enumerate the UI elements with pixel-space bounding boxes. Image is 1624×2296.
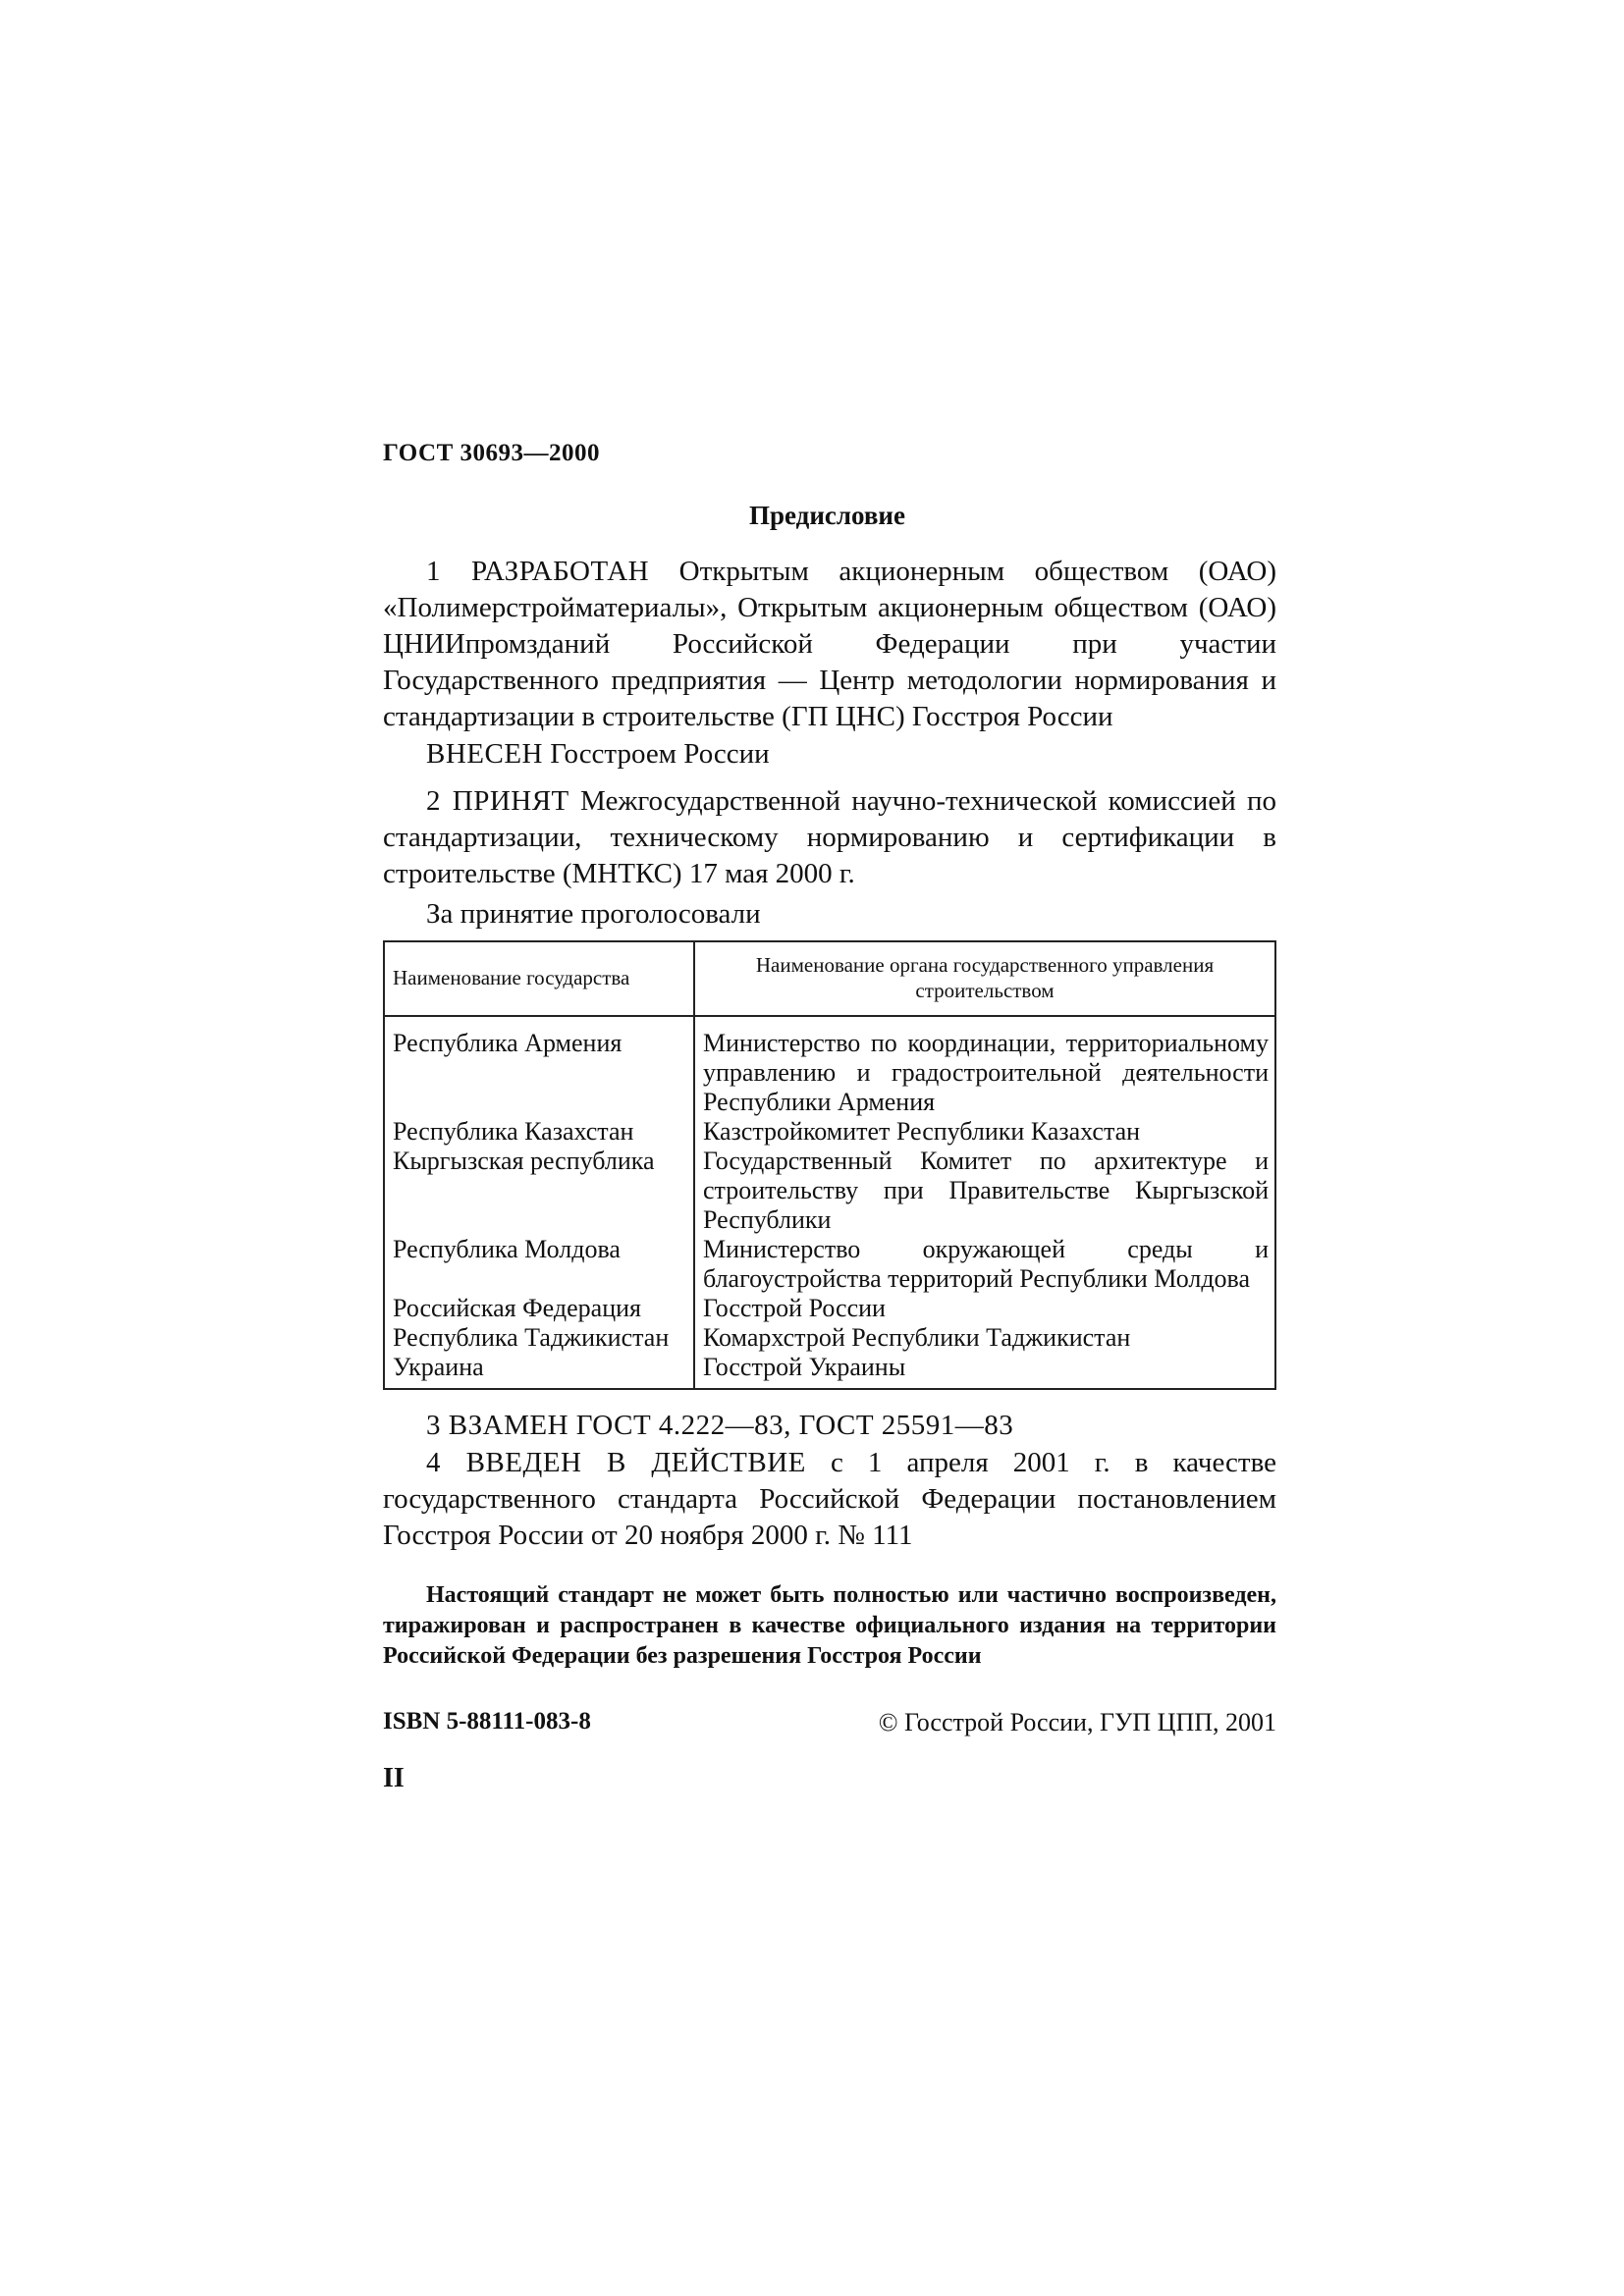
paragraph-effective [383,1445,1276,1554]
table-row [384,1323,1275,1353]
table-row [384,1147,1275,1235]
paragraph-introduced-by [383,736,1276,773]
adopted-text: Межгосударственной научно-технической комиссией по стандартизации, техническому нормированию и сертификации в строительстве (МНТКС) 17 мая 2000 г. [383,785,1277,889]
copyright: © Госстрой России, ГУП ЦПП, 2001 [878,1708,1276,1736]
body-cell: Министерство по координации, территориальному управлению и градостроительной деятельности Республики Армения [694,1016,1275,1117]
reproduction-notice: Настоящий стандарт не может быть полностью или частично воспроизведен, тиражирован и распространен в качестве официального издания на территории Российской Федерации без разрешения Госстроя России [383,1582,1276,1669]
state-cell: Российская Федерация [384,1294,694,1323]
foreword-title: Предисловие [749,501,905,530]
table-header-row [384,941,1275,1016]
introduced-by-text: Госстроем России [543,738,770,770]
table-row [384,1235,1275,1294]
state-cell: Кыргызская республика [384,1147,694,1235]
state-cell: Республика Молдова [384,1235,694,1294]
developed-text: Открытым акционерным обществом (ОАО) «Полимерстройматериалы», Открытым акционерным обществом (ОАО) ЦНИИпромзданий Российской Федерации при участии Государственного предприятия — Центр методологии нормирования и стандартизации в строительстве (ГП ЦНС) Госстроя России [383,556,1276,732]
body-cell: Министерство окружающей среды и благоустройства территорий Республики Молдова [694,1235,1275,1294]
state-cell: Республика Армения [384,1016,694,1117]
voted-for-caption: За принятие проголосовали [426,898,761,930]
adopted-label: 2 ПРИНЯТ [426,785,569,817]
state-cell: Украина [384,1353,694,1389]
paragraph-adopted [383,783,1276,892]
body-cell: Казстройкомитет Республики Казахстан [694,1117,1275,1147]
table-row [384,1353,1275,1389]
paragraph-developed [383,554,1276,735]
effective-text: с 1 апреля 2001 г. в качестве государственного стандарта Российской Федерации постановлением Госстроя России от 20 ноября 2000 г. № 111 [383,1447,1276,1551]
body-cell: Госстрой России [694,1294,1275,1323]
page-number: II [383,1763,405,1793]
isbn: ISBN 5-88111-083-8 [383,1708,591,1735]
body-cell: Комархстрой Республики Таджикистан [694,1323,1275,1353]
table-row [384,1117,1275,1147]
state-cell: Республика Таджикистан [384,1323,694,1353]
standard-code: ГОСТ 30693—2000 [383,440,601,466]
header-body: Наименование органа государственного управления строительством [694,941,1275,1016]
body-cell: Государственный Комитет по архитектуре и строительству при Правительстве Кыргызской Республики [694,1147,1275,1235]
developed-label: 1 РАЗРАБОТАН [426,556,650,587]
header-state: Наименование государства [384,941,694,1016]
table-row [384,1016,1275,1117]
voting-states-table [383,940,1276,1390]
paragraph-replaces: 3 ВЗАМЕН ГОСТ 4.222—83, ГОСТ 25591—83 [426,1410,1014,1441]
effective-label: 4 ВВЕДЕН В ДЕЙСТВИЕ [426,1447,806,1478]
state-cell: Республика Казахстан [384,1117,694,1147]
body-cell: Госстрой Украины [694,1353,1275,1389]
table-row [384,1294,1275,1323]
introduced-by-label: ВНЕСЕН [426,738,543,770]
